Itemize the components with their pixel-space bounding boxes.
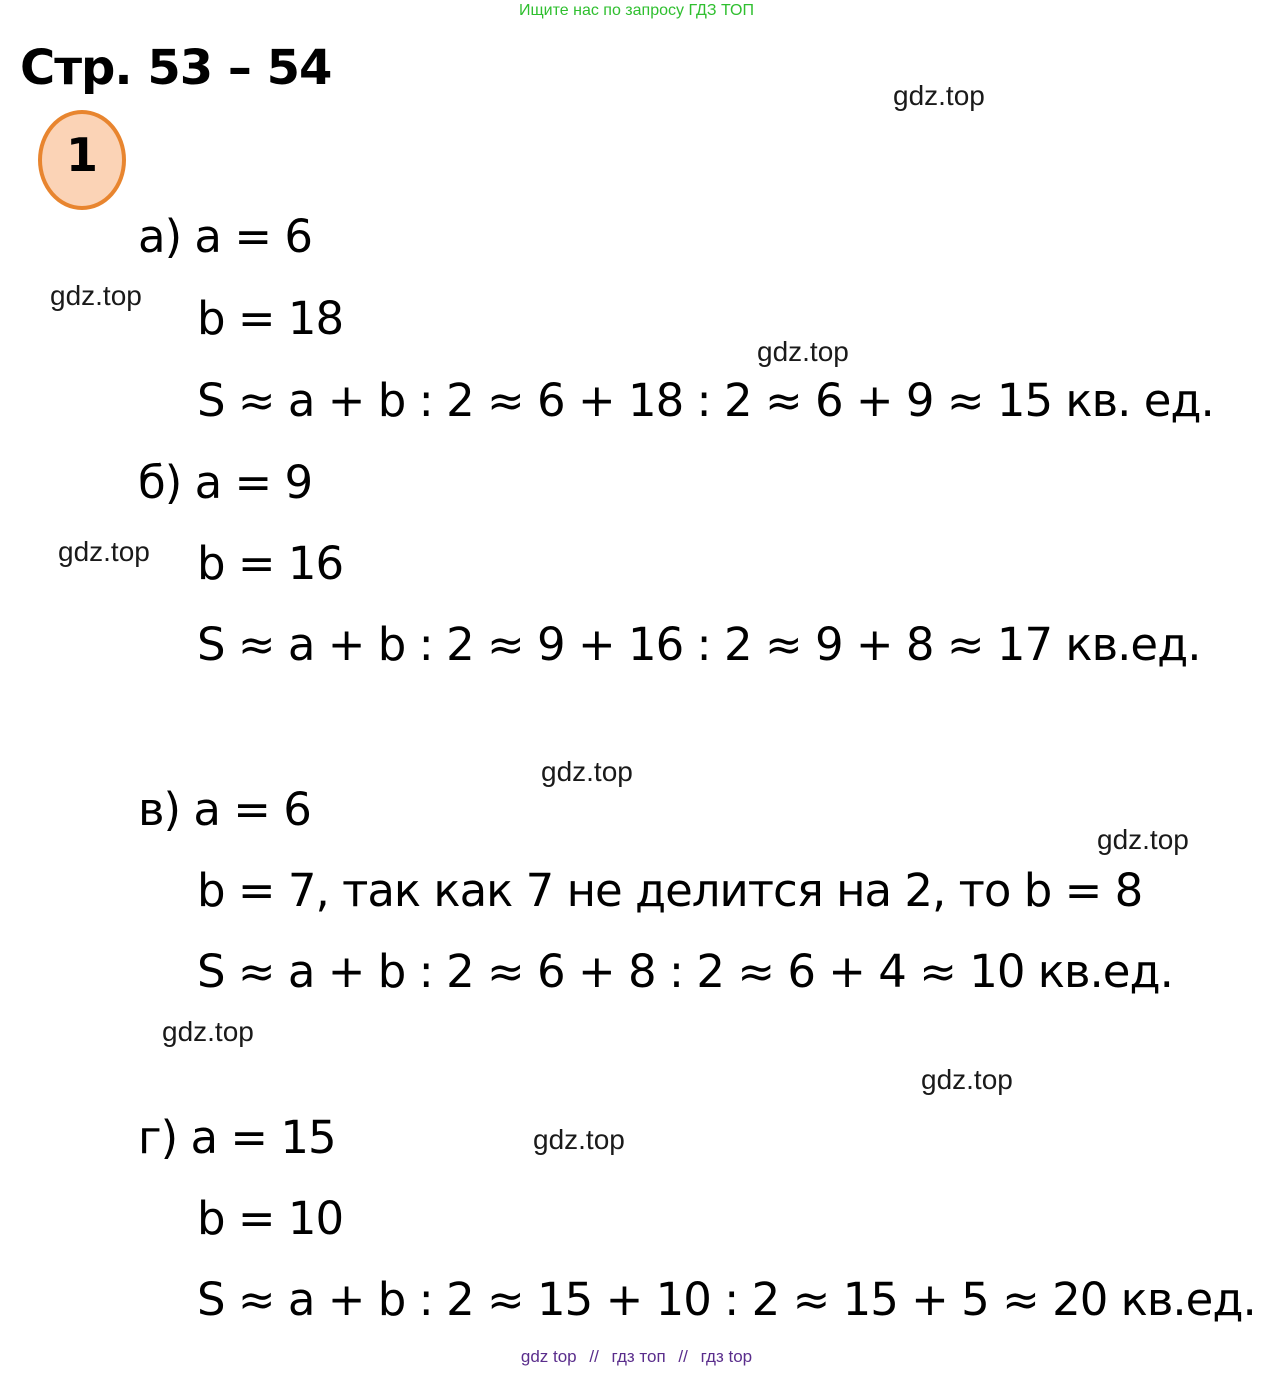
part-g-line-3: S ≈ a + b : 2 ≈ 15 + 10 : 2 ≈ 15 + 5 ≈ 20 кв.ед. <box>197 1273 1256 1326</box>
watermark: gdz.top <box>893 80 985 111</box>
watermark: gdz.top <box>541 756 633 787</box>
part-a-line-2: b = 18 <box>197 292 344 345</box>
part-a-line-3: S ≈ a + b : 2 ≈ 6 + 18 : 2 ≈ 6 + 9 ≈ 15 кв. ед. <box>197 374 1214 427</box>
part-b-line-2: b = 16 <box>197 537 344 590</box>
watermark: gdz.top <box>1097 824 1189 855</box>
page-title: Стр. 53 – 54 <box>20 40 332 96</box>
part-b-line-1: б) a = 9 <box>138 456 313 509</box>
part-g-line-1: г) a = 15 <box>138 1111 336 1164</box>
part-a-line-1: а) a = 6 <box>138 210 312 263</box>
footer-item: gdz top <box>520 1347 577 1366</box>
task-number: 1 <box>65 128 98 182</box>
watermark: gdz.top <box>58 536 150 567</box>
watermark: gdz.top <box>50 280 142 311</box>
part-v-line-3: S ≈ a + b : 2 ≈ 6 + 8 : 2 ≈ 6 + 4 ≈ 10 кв.ед. <box>197 945 1173 998</box>
part-b-line-3: S ≈ a + b : 2 ≈ 9 + 16 : 2 ≈ 9 + 8 ≈ 17 кв.ед. <box>197 618 1201 671</box>
footer-item: гдз top <box>700 1347 753 1366</box>
task-number-badge <box>38 110 126 210</box>
part-g-line-2: b = 10 <box>197 1192 344 1245</box>
part-v-line-2: b = 7, так как 7 не делится на 2, то b = 8 <box>197 864 1143 917</box>
watermark: gdz.top <box>162 1016 254 1047</box>
watermark: gdz.top <box>757 336 849 367</box>
watermark: gdz.top <box>921 1064 1013 1095</box>
footer-item: гдз топ <box>611 1347 666 1366</box>
part-v-line-1: в) a = 6 <box>138 783 311 836</box>
watermark: gdz.top <box>533 1124 625 1155</box>
top-banner: Ищите нас по запросу ГДЗ ТОП <box>519 2 754 19</box>
footer-separator: // <box>678 1347 688 1366</box>
footer <box>0 1347 1273 1367</box>
footer-separator: // <box>589 1347 599 1366</box>
